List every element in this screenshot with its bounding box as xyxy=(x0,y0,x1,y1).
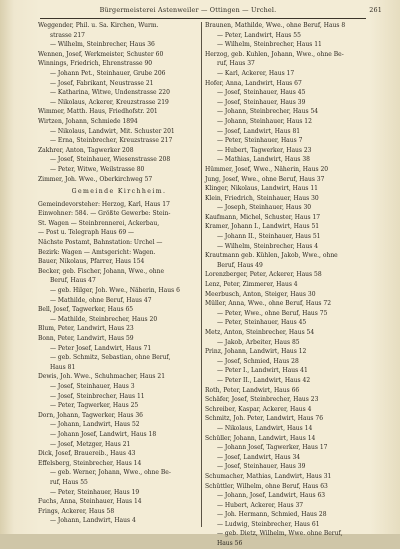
directory-entry: Gemeindevorsteher: Herzog, Karl, Haus 17 xyxy=(38,200,170,208)
directory-entry: Jung, Josef, Wwe., ohne Beruf, Haus 37 xyxy=(205,175,325,183)
directory-entry: — Mathilde, ohne Beruf, Haus 47 xyxy=(50,296,152,304)
directory-entry: Haus 81 xyxy=(50,363,76,371)
directory-entry: Beruf, Haus 47 xyxy=(50,277,96,285)
right-column xyxy=(205,21,367,549)
directory-entry: — Josef, Steinhauer, Haus 39 xyxy=(217,98,306,106)
directory-entry: — Peter II., Landwirt, Haus 42 xyxy=(217,376,311,384)
directory-entry: Klinger, Nikolaus, Landwirt, Haus 11 xyxy=(205,185,318,193)
directory-entry: — Post u. Telegraph Haus 69 — xyxy=(38,229,135,237)
directory-entry: Schüller, Johann, Landwirt, Haus 14 xyxy=(205,434,316,442)
directory-entry: Hofer, Anna, Landwirt, Haus 67 xyxy=(205,79,302,87)
directory-entry: — Hubert, Tagwerker, Haus 23 xyxy=(217,146,312,154)
section-heading: Gemeinde Kirchheim. xyxy=(71,188,167,196)
directory-entry: Schreiber, Kaspar, Ackerer, Haus 4 xyxy=(205,405,312,413)
directory-entry: Effelsberg, Steinbrecher, Haus 14 xyxy=(38,459,142,467)
directory-entry: — Nikolaus, Landwirt, Mit. Schuster 201 xyxy=(50,127,175,135)
directory-entry: Lorenzberger, Peter, Ackerer, Haus 58 xyxy=(205,271,322,279)
running-title: Bürgermeisterei Astenweiler — Ottingen — Urchel. xyxy=(99,6,277,14)
directory-entry: Wennen, Josef, Werkmeister, Schuster 60 xyxy=(38,50,164,58)
directory-entry: — Peter, Steinhauer, Haus 19 xyxy=(50,488,140,496)
directory-entry: Dewis, Joh. Wwe., Schuhmacher, Haus 21 xyxy=(38,373,166,381)
directory-entry: — geb. Schmitz, Sebastian, ohne Beruf, xyxy=(50,354,171,362)
directory-entry: Bezirk: Wagen — Amtsgericht: Wagen. xyxy=(38,248,156,256)
directory-entry: St. Wagen — Steinbrennerei, Ackerbau, xyxy=(38,219,160,227)
directory-entry: — Peter, Wwe., ohne Beruf, Haus 75 xyxy=(217,309,328,317)
directory-entry: — Peter I., Landwirt, Haus 41 xyxy=(217,367,308,375)
directory-entry: — Nikolaus, Ackerer, Kreuzstrasse 219 xyxy=(50,98,169,106)
directory-entry: Kramer, Johann I., Landwirt, Haus 51 xyxy=(205,223,320,231)
column-divider xyxy=(201,22,202,527)
directory-entry: — Peter, Witwe, Weilstrasse 80 xyxy=(50,165,145,173)
directory-entry: — Peter Josef, Landwirt, Haus 71 xyxy=(50,344,152,352)
directory-entry: — Johann, Steinhauer, Haus 12 xyxy=(217,117,312,125)
directory-entry: Dick, Josef, Brauereib., Haus 43 xyxy=(38,450,136,458)
directory-entry: — Josef, Landwirt, Haus 81 xyxy=(217,127,301,135)
directory-entry: — Peter, Landwirt, Haus 55 xyxy=(217,31,301,39)
directory-entry: — Wilhelm, Steinbrecher, Haus 4 xyxy=(217,242,319,250)
directory-entry: Winnings, Friedrich, Ehrenstrasse 90 xyxy=(38,60,153,68)
directory-entry: Haus 56 xyxy=(217,540,243,548)
directory-entry: Müller, Anna, Wwe., ohne Beruf, Haus 72 xyxy=(205,300,332,308)
directory-entry: — Josef, Steinhauer, Wiesenstrasse 208 xyxy=(50,156,171,164)
directory-entry: Zakhrer, Anton, Tagwerker 208 xyxy=(38,146,134,154)
directory-entry: Kaufmann, Michel, Schuster, Haus 17 xyxy=(205,213,321,221)
directory-entry: Schäfer, Josef, Steinbrecher, Haus 23 xyxy=(205,396,319,404)
directory-entry: Weggender, Phil. u. Sa. Kirchen, Wurm. xyxy=(38,22,159,29)
directory-entry: — Mathilde, Steinbrecher, Haus 20 xyxy=(50,315,158,323)
directory-entry: — Ludwig, Steinbrecher, Haus 61 xyxy=(217,520,320,528)
directory-entry: — Jakob, Arbeiter, Haus 85 xyxy=(217,338,300,346)
directory-entry: Frings, Ackerer, Haus 58 xyxy=(38,507,115,515)
directory-entry: — Johann Josef, Landwirt, Haus 18 xyxy=(50,430,157,438)
directory-entry: — Johann Josef, Tagwerker, Haus 17 xyxy=(217,444,328,452)
directory-entry: Wimmer, Matth. Haus, Friedhofstr. 201 xyxy=(38,108,158,116)
directory-entry: Einwohner: 584. — Größte Gewerbe: Stein- xyxy=(38,210,171,218)
directory-entry: — Josef, Steinhauer, Haus 45 xyxy=(217,89,306,97)
directory-entry: — Johann, Josef, Landwirt, Haus 63 xyxy=(217,492,326,500)
directory-entry: Dorn, Johann, Tagwerker, Haus 36 xyxy=(38,411,143,419)
directory-entry: Hümmer, Josef, Wwe., Näherin, Haus 20 xyxy=(205,165,329,173)
page-number: 261 xyxy=(369,6,382,14)
directory-entry: — Peter, Steinhauer, Haus 45 xyxy=(217,319,307,327)
directory-entry: Schmitz, Joh. Peter, Landwirt, Haus 76 xyxy=(205,415,324,423)
directory-entry: Bauer, Nikolaus, Pfarrer, Haus 154 xyxy=(38,258,145,266)
directory-entry: Blum, Peter, Landwirt, Haus 23 xyxy=(38,325,134,333)
directory-entry: Klein, Friedrich, Steinhauer, Haus 30 xyxy=(205,194,319,202)
directory-entry: Metz, Anton, Steinbrecher, Haus 54 xyxy=(205,329,315,336)
directory-entry: Beruf, Haus 49 xyxy=(217,261,263,269)
directory-entry: Herzog, geb. Kuhlen, Johann, Wwe., ohne Be- xyxy=(205,50,344,58)
directory-entry: — Johann Pet., Steinhauer, Grube 206 xyxy=(50,69,166,77)
directory-entry: — Mathias, Landwirt, Haus 38 xyxy=(217,156,311,164)
directory-entry: — Erna, Steinbrecher, Kreuzstrasse 217 xyxy=(50,137,173,145)
directory-entry: — Josef, Steinhauer, Haus 3 xyxy=(50,382,135,390)
directory-entry: — Peter, Steinhauer, Haus 7 xyxy=(217,137,303,145)
directory-entry: — Joseph, Steinhauer, Haus 30 xyxy=(217,204,312,212)
directory-entry: — geb. Dietz, Wilhelm, Wwe. ohne Beruf, xyxy=(217,530,343,538)
directory-entry: Braunen, Mathilde, Wwe., ohne Beruf, Haus 8 xyxy=(205,22,346,29)
directory-entry: Lenz, Peter, Zimmerer, Haus 4 xyxy=(205,281,298,289)
directory-entry: Becker, geb. Fischer, Johann, Wwe., ohne xyxy=(38,267,165,275)
directory-entry: — Wilhelm, Steinbrecher, Haus 36 xyxy=(50,41,155,49)
directory-entry: — Johann, Landwirt, Haus 4 xyxy=(50,517,136,525)
directory-entry: strasse 217 xyxy=(50,31,86,39)
directory-entry: — Hubert, Ackerer, Haus 37 xyxy=(217,501,304,509)
directory-entry: — Johann, Landwirt, Haus 52 xyxy=(50,421,140,429)
directory-entry: ruf, Haus 55 xyxy=(50,478,88,486)
header-rule xyxy=(40,18,366,19)
directory-entry: Zimmer, Joh. Wwe., Oberkirchweg 57 xyxy=(38,175,153,183)
directory-entry: Nächste Postamt, Bahnstation: Urchel — xyxy=(38,239,163,247)
directory-entry: Bell, Josef, Tagwerker, Haus 65 xyxy=(38,306,134,314)
directory-entry: Fuchs, Anna, Steinhauer, Haus 14 xyxy=(38,498,142,506)
directory-entry: — Johann, Steinbrecher, Haus 54 xyxy=(217,108,319,116)
directory-entry: Meerbusch, Anton, Steiger, Haus 30 xyxy=(205,290,316,298)
directory-entry: Prinz, Johann, Landwirt, Haus 12 xyxy=(205,348,307,356)
directory-entry: — Josef, Fabrikant, Neustrasse 21 xyxy=(50,79,154,87)
directory-entry: Bonn, Peter, Landwirt, Haus 59 xyxy=(38,335,134,342)
directory-entry: — Nikolaus, Landwirt, Haus 14 xyxy=(217,424,313,432)
directory-entry: — Peter, Tagwerker, Haus 25 xyxy=(50,402,139,410)
directory-entry: ruf, Haus 37 xyxy=(217,60,255,68)
directory-entry: — Johann II., Steinhauer, Haus 51 xyxy=(217,233,321,241)
left-column xyxy=(38,21,200,526)
directory-entry: — Joh. Hermann, Schmied, Haus 28 xyxy=(217,511,327,519)
directory-entry: Wirtzen, Johann, Schmiede 1894 xyxy=(38,117,138,125)
directory-entry: — Josef, Schmied, Haus 28 xyxy=(217,357,299,365)
directory-entry: Schüttler, Wilhelm, ohne Beruf, Haus 63 xyxy=(205,482,328,490)
directory-entry: — Katharina, Witwe, Undenstrasse 220 xyxy=(50,89,170,97)
directory-entry: Schumacher, Mathias, Landwirt, Haus 31 xyxy=(205,472,332,480)
directory-entry: — Josef, Steinbrecher, Haus 11 xyxy=(50,392,145,400)
directory-entry: — geb. Hilger, Joh. Wwe., Näherin, Haus 6 xyxy=(50,287,180,295)
directory-entry: Krautmann geb. Kühlen, Jakob, Wwe., ohne xyxy=(205,252,338,260)
directory-entry: — Josef, Metzger, Haus 21 xyxy=(50,440,131,448)
directory-entry: — geb. Werner, Johann, Wwe., ohne Be- xyxy=(50,469,171,477)
directory-entry: — Josef, Landwirt, Haus 34 xyxy=(217,453,301,461)
directory-entry: Roth, Peter, Landwirt, Haus 66 xyxy=(205,386,300,394)
directory-entry: — Josef, Steinhauer, Haus 39 xyxy=(217,463,306,471)
directory-entry: — Wilhelm, Steinbrecher, Haus 11 xyxy=(217,41,322,49)
directory-entry: — Karl, Ackerer, Haus 17 xyxy=(217,69,295,77)
